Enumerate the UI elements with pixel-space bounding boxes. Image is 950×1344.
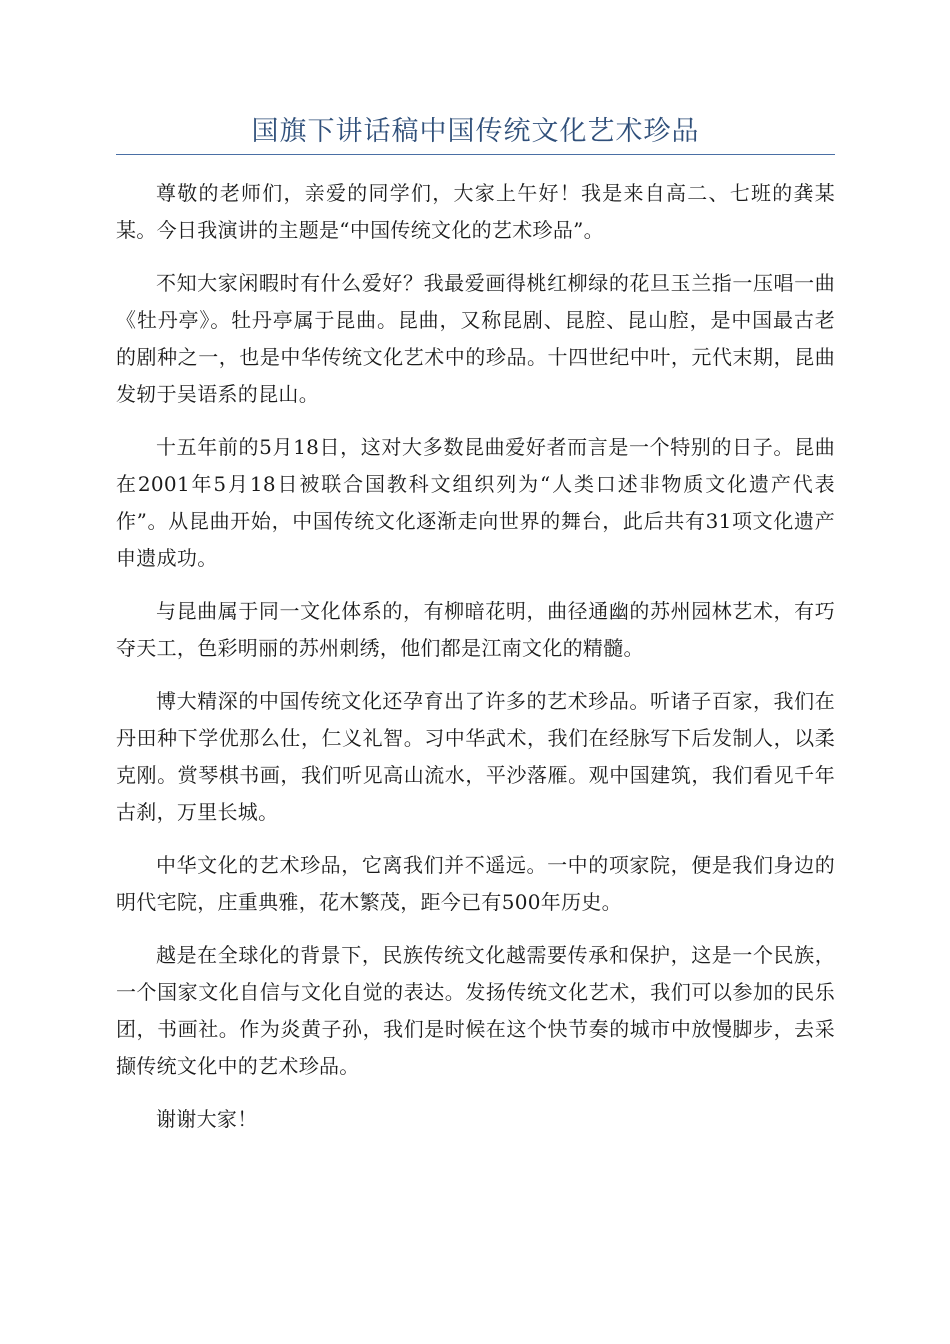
paragraph-suzhou: 与昆曲属于同一文化体系的，有柳暗花明，曲径通幽的苏州园林艺术，有巧夺天工，色彩明丽的苏州刺绣，他们都是江南文化的精髓。 bbox=[116, 599, 835, 660]
paragraph-treasures: 博大精深的中国传统文化还孕育出了许多的艺术珍品。听诸子百家，我们在丹田种下学优那么仕，仁义礼智。习中华武术，我们在经脉写下后发制人，以柔克刚。赏琴棋书画，我们听见高山流水，平沙落雁。观中国建筑，我们看见千年古刹，万里长城。 bbox=[116, 689, 835, 824]
paragraph-globalization: 越是在全球化的背景下，民族传统文化越需要传承和保护，这是一个民族，一个国家文化自信与文化自觉的表达。发扬传统文化艺术，我们可以参加的民乐团，书画社。作为炎黄子孙，我们是时候在这个快节奏的城市中放慢脚步，去采撷传统文化中的艺术珍品。 bbox=[116, 943, 835, 1078]
paragraph-local: 中华文化的艺术珍品，它离我们并不遥远。一中的项家院，便是我们身边的明代宅院，庄重典雅，花木繁茂，距今已有500年历史。 bbox=[116, 853, 835, 914]
paragraph-kunqu-intro: 不知大家闲暇时有什么爱好？我最爱画得桃红柳绿的花旦玉兰指一压唱一曲《牡丹亭》。牡丹亭属于昆曲。昆曲，又称昆剧、昆腔、昆山腔，是中国最古老的剧种之一，也是中华传统文化艺术中的珍品。十四世纪中叶，元代末期，昆曲发轫于吴语系的昆山。 bbox=[116, 271, 835, 406]
title-underline bbox=[116, 154, 835, 155]
document-body bbox=[116, 175, 835, 1154]
paragraph-heritage: 十五年前的5月18日，这对大多数昆曲爱好者而言是一个特别的日子。昆曲在2001年5月18日被联合国教科文组织列为“人类口述非物质文化遗产代表作”。从昆曲开始，中国传统文化逐渐走向世界的舞台，此后共有31项文化遗产申遗成功。 bbox=[116, 435, 835, 570]
paragraph-greeting: 尊敬的老师们，亲爱的同学们，大家上午好！我是来自高二、七班的龚某某。今日我演讲的主题是“中国传统文化的艺术珍品”。 bbox=[116, 181, 835, 242]
document-title: 国旗下讲话稿中国传统文化艺术珍品 bbox=[251, 116, 700, 147]
paragraph-thanks: 谢谢大家！ bbox=[156, 1107, 258, 1131]
